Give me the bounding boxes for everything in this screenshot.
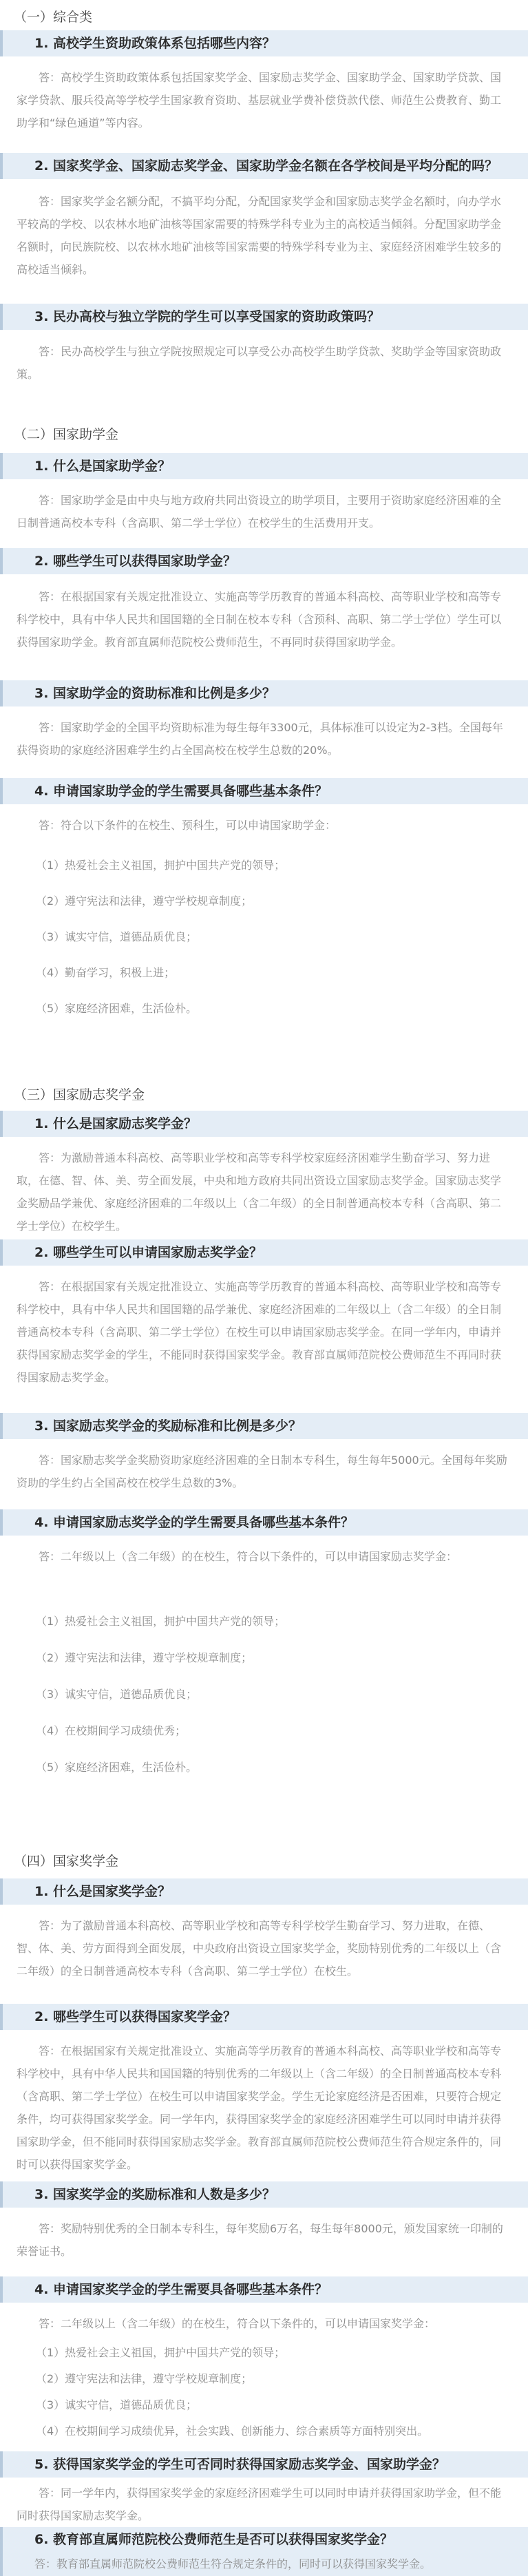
answer-text: 答：国家助学金的全国平均资助标准为每生每年3300元，具体标准可以设定为2-3档。全国每年获得资助的家庭经济困难学生约占全国高校在校学生总数的20%。	[17, 721, 503, 757]
answer-text: 答：符合以下条件的在校生、预科生，可以申请国家助学金：	[39, 819, 337, 832]
question-heading: 1. 高校学生资助政策体系包括哪些内容？	[0, 30, 528, 56]
list-item: （2）遵守宪法和法律，遵守学校规章制度；	[36, 1651, 253, 1664]
answer-text: 答：在根据国家有关规定批准设立、实施高等学历教育的普通本科高校、高等职业学校和高等专科学校中，具有中华人民共和国国籍的全日制在校本专科（含预科、高职、第二学士学位）学生可以获得国家助学金。教育部直属师范院校公费师范生，不再同时获得国家助学金。	[17, 590, 502, 649]
answer-text: 答：奖励特别优秀的全日制本专科生，每年奖励6万名，每生每年8000元，颁发国家统一印制的荣誉证书。	[17, 2222, 503, 2258]
list-item: （4）勤奋学习，积极上进；	[36, 966, 176, 979]
section-title: （二）国家助学金	[14, 427, 119, 442]
question-heading: 3. 民办高校与独立学院的学生可以享受国家的资助政策吗？	[0, 304, 528, 330]
question-heading: 2. 哪些学生可以获得国家奖学金？	[0, 2004, 528, 2030]
answer-text: 答：国家助学金是由中央与地方政府共同出资设立的助学项目，主要用于资助家庭经济困难的全日制普通高校本专科（含高职、第二学士学位）在校学生的生活费用开支。	[17, 494, 502, 530]
list-item: （1）热爱社会主义祖国，拥护中国共产党的领导；	[36, 859, 286, 872]
section-title: （四）国家奖学金	[14, 1854, 119, 1869]
question-heading: 3. 国家励志奖学金的奖励标准和比例是多少？	[0, 1413, 528, 1439]
list-item: （3）诚实守信，道德品质优良；	[36, 930, 198, 943]
list-item: （1）热爱社会主义祖国，拥护中国共产党的领导；	[36, 1615, 286, 1628]
answer-text: 答：国家奖学金名额分配，不搞平均分配，分配国家奖学金和国家励志奖学金名额时，向办学水平较高的学校、以农林水地矿油核等国家需要的特殊学科专业为主的高校适当倾斜。分配国家助学金名额时，向民族院校、以农林水地矿油核等国家需要的特殊学科专业为主、家庭经济困难学生较多的高校适当倾斜。	[17, 195, 502, 276]
list-item: （2）遵守宪法和法律，遵守学校规章制度；	[36, 894, 253, 908]
list-item: （4）在校期间学习成绩优秀；	[36, 1724, 187, 1737]
answer-text: 答：在根据国家有关规定批准设立、实施高等学历教育的普通本科高校、高等职业学校和高等专科学校中，具有中华人民共和国国籍的特别优秀的二年级以上（含二年级）的全日制普通高校本专科（含高职、第二学士学位）在校生可以申请国家奖学金。学生无论家庭经济是否困难，只要符合规定条件，均可获得国家奖学金。同一学年内，获得国家奖学金的家庭经济困难学生可以同时申请并获得国家助学金，但不能同时获得国家励志奖学金。教育部直属师范院校公费师范生符合规定条件的，同时可以获得国家奖学金。	[17, 2044, 502, 2171]
list-item: （1）热爱社会主义祖国，拥护中国共产党的领导；	[36, 2346, 286, 2359]
question-heading: 2. 国家奖学金、国家励志奖学金、国家助学金名额在各学校间是平均分配的吗？	[0, 153, 528, 179]
list-item: （2）遵守宪法和法律，遵守学校规章制度；	[36, 2372, 253, 2385]
answer-text: 答：国家励志奖学金奖励资助家庭经济困难的全日制本专科生，每生每年5000元。全国每年奖励资助的学生约占全国高校在校学生总数的3%。	[17, 1454, 507, 1489]
section-title: （一）综合类	[14, 10, 93, 25]
answer-text: 答：二年级以上（含二年级）的在校生，符合以下条件的，可以申请国家励志奖学金：	[39, 1550, 458, 1563]
answer-text: 答：为了激励普通本科高校、高等职业学校和高等专科学校学生勤奋学习、努力进取，在德、智、体、美、劳方面得到全面发展，中央政府出资设立国家奖学金，奖励特别优秀的二年级以上（含二年级）的全日制普通高校本专科（含高职、第二学士学位）在校生。	[17, 1919, 502, 1978]
answer-text: 答：二年级以上（含二年级）的在校生，符合以下条件的，可以申请国家奖学金：	[39, 2317, 436, 2330]
list-item: （4）在校期间学习成绩优异，社会实践、创新能力、综合素质等方面特别突出。	[36, 2425, 429, 2438]
question-heading: 5. 获得国家奖学金的学生可否同时获得国家励志奖学金、国家助学金？	[0, 2451, 528, 2478]
list-item: （5）家庭经济困难，生活俭朴。	[36, 1761, 198, 1774]
section-title: （三）国家励志奖学金	[14, 1087, 145, 1102]
question-heading: 1. 什么是国家奖学金？	[0, 1878, 528, 1905]
question-heading: 6. 教育部直属师范院校公费师范生是否可以获得国家奖学金？	[0, 2527, 528, 2552]
question-heading: 1. 什么是国家助学金？	[0, 453, 528, 479]
question-heading: 4. 申请国家助学金的学生需要具备哪些基本条件？	[0, 778, 528, 804]
answer-text: 答：为激励普通本科高校、高等职业学校和高等专科学校家庭经济困难学生勤奋学习、努力进取，在德、智、体、美、劳全面发展，中央和地方政府共同出资设立国家励志奖学金。国家励志奖学金奖励品学兼优、家庭经济困难的二年级以上（含二年级）的全日制普通高校本专科（含高职、第二学士学位）在校学生。	[17, 1151, 502, 1233]
answer-text: 答：教育部直属师范院校公费师范生符合规定条件的，同时可以获得国家奖学金。	[0, 2552, 528, 2576]
question-heading: 4. 申请国家奖学金的学生需要具备哪些基本条件？	[0, 2276, 528, 2303]
question-heading: 3. 国家助学金的资助标准和比例是多少？	[0, 680, 528, 706]
list-item: （3）诚实守信，道德品质优良；	[36, 2398, 198, 2411]
question-heading: 4. 申请国家励志奖学金的学生需要具备哪些基本条件？	[0, 1509, 528, 1536]
question-heading: 1. 什么是国家励志奖学金？	[0, 1111, 528, 1137]
list-item: （3）诚实守信，道德品质优良；	[36, 1688, 198, 1701]
answer-text: 答：民办高校学生与独立学院按照规定可以享受公办高校学生助学贷款、奖助学金等国家资助政策。	[17, 345, 502, 381]
question-heading: 2. 哪些学生可以申请国家励志奖学金？	[0, 1239, 528, 1266]
question-heading: 2. 哪些学生可以获得国家助学金？	[0, 548, 528, 574]
answer-text: 答：在根据国家有关规定批准设立、实施高等学历教育的普通本科高校、高等职业学校和高等专科学校中，具有中华人民共和国国籍的品学兼优、家庭经济困难的二年级以上（含二年级）的全日制普通高校本专科（含高职、第二学士学位）在校生可以申请国家励志奖学金。在同一学年内，申请并获得国家励志奖学金的学生，不能同时获得国家奖学金。教育部直属师范院校公费师范生不再同时获得国家励志奖学金。	[17, 1280, 502, 1384]
answer-text: 答：高校学生资助政策体系包括国家奖学金、国家励志奖学金、国家助学金、国家助学贷款、国家学贷款、服兵役高等学校学生国家教育资助、基层就业学费补偿贷款代偿、师范生公费教育、勤工助学和“绿色通道”等内容。	[17, 71, 502, 129]
answer-text: 答：同一学年内，获得国家奖学金的家庭经济困难学生可以同时申请并获得国家助学金，但不能同时获得国家励志奖学金。	[17, 2486, 502, 2522]
question-heading: 3. 国家奖学金的奖励标准和人数是多少？	[0, 2181, 528, 2208]
list-item: （5）家庭经济困难，生活俭朴。	[36, 1002, 198, 1015]
